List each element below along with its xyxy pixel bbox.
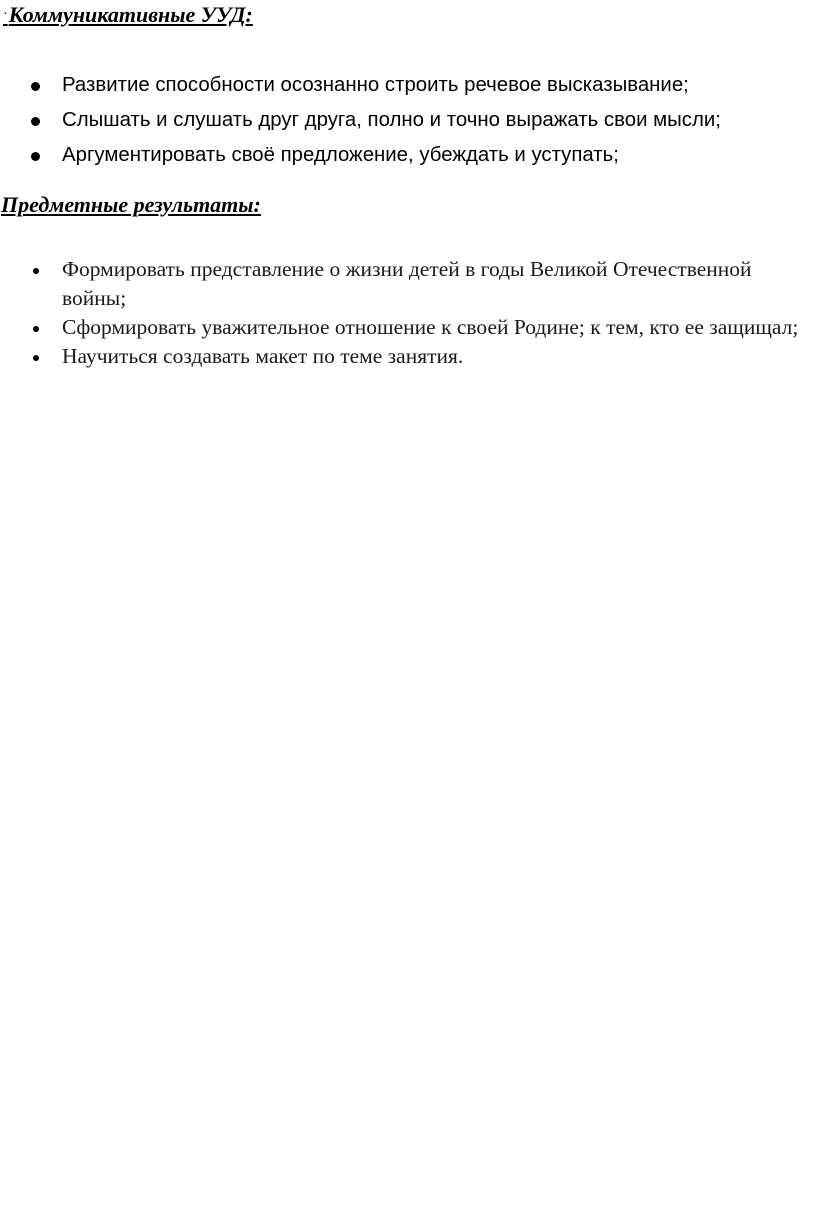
bullet-dot-icon: ·: [3, 7, 8, 22]
subject-results-heading: Предметные результаты:: [1, 192, 261, 217]
communicative-heading: [3, 4, 253, 26]
list-item-text: Аргументировать своё предложение, убеждать и уступать;: [62, 144, 619, 166]
list-item: [0, 313, 816, 342]
subject-results-list: [0, 255, 816, 371]
bullet-icon: [31, 152, 40, 161]
list-item: [0, 103, 816, 138]
bullet-icon: [33, 355, 39, 361]
communicative-heading-text: Коммуникативные УУД:: [8, 2, 253, 27]
list-item: [0, 68, 816, 103]
list-item-text: Сформировать уважительное отношение к своей Родине; к тем, кто ее защищал;: [62, 315, 799, 339]
list-item-text: Формировать представление о жизни детей в годы Великой Отечественной войны;: [62, 257, 752, 310]
list-item: [0, 255, 816, 313]
list-item-text: Слышать и слушать друг друга, полно и точно выражать свои мысли;: [62, 109, 721, 131]
bullet-icon: [31, 117, 40, 126]
list-item-text: Научиться создавать макет по теме занятия.: [62, 344, 464, 368]
bullet-icon: [33, 268, 39, 274]
list-item: [0, 138, 816, 173]
list-item-text: Развитие способности осознанно строить речевое высказывание;: [62, 74, 689, 96]
communicative-list: [0, 68, 816, 173]
list-item: [0, 342, 816, 371]
bullet-icon: [31, 82, 40, 91]
bullet-icon: [33, 326, 39, 332]
